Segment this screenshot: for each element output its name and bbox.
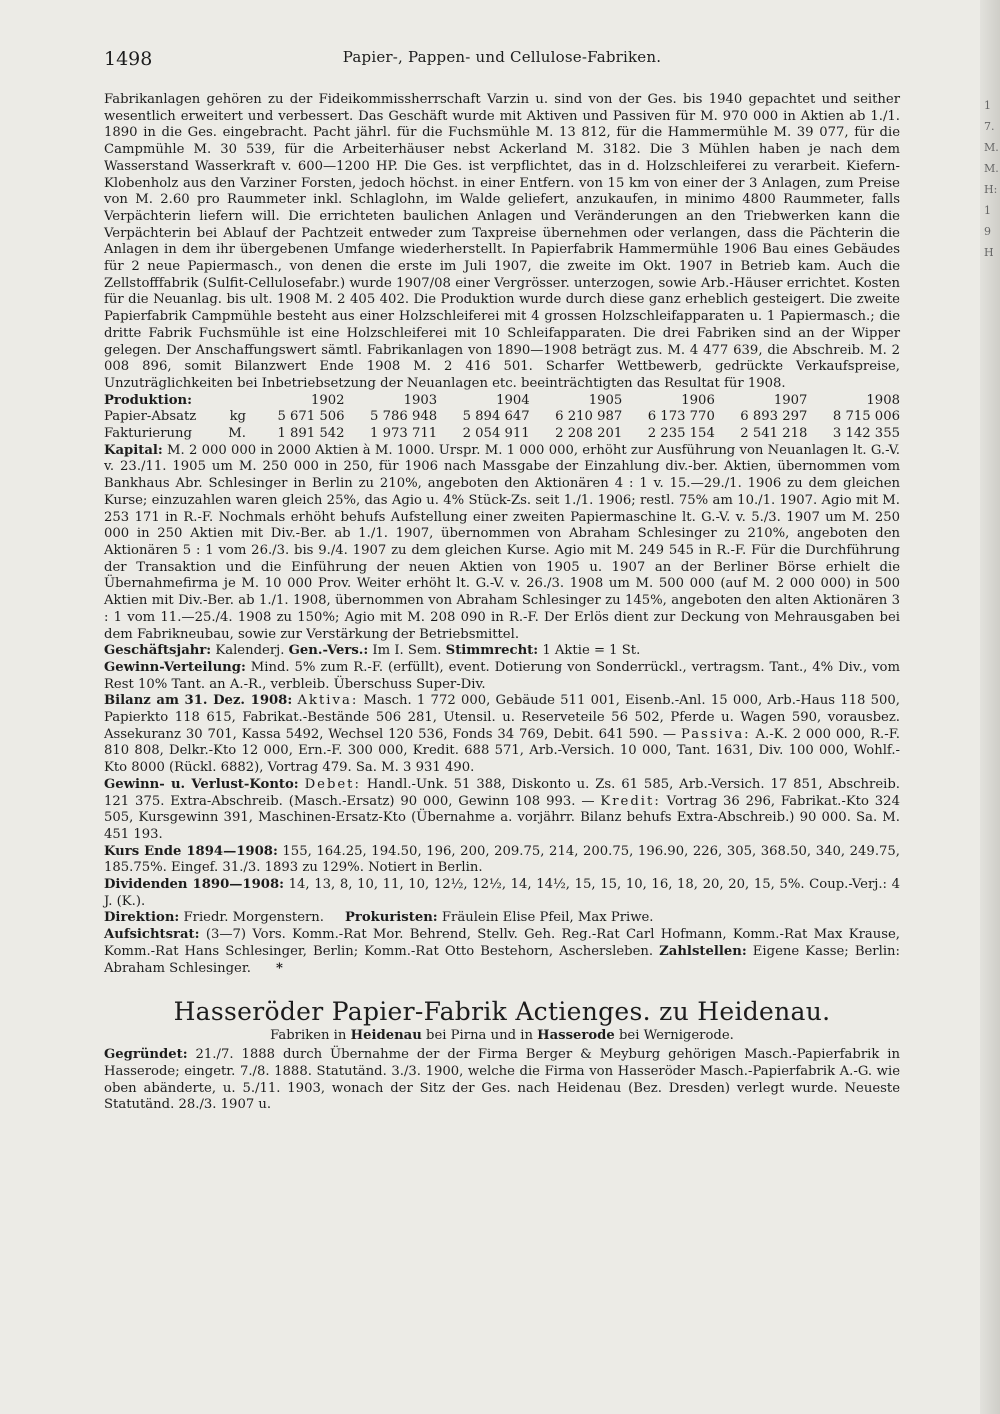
row-label: Fakturierung M. [104,426,252,443]
company-subtitle: Fabriken in Heidenau bei Pirna und in Hasserode bei Wernigerode. [270,1028,734,1044]
row-label: Papier-Absatz kg [104,409,252,426]
dividenden-section: Dividenden 1890—1908: 14, 13, 8, 10, 11, 10, 12½, 12½, 14, 14½, 15, 15, 10, 16, 18, 20, 20, 15, 5%. Coup.-Verj.: 4 J. (K.). [104,877,900,909]
asterisk-mark: * [276,960,284,976]
value-cell: 1 891 542 [277,426,345,442]
value-cell: 6 210 987 [555,409,623,425]
value-cell: 5 786 948 [370,409,438,425]
gewinn-verteilung-section: Gewinn-Verteilung: Mind. 5% zum R.-F. (erfüllt), event. Dotierung von Sonderrückl., vertragsm. Tant., 4% Div., vom Rest 10% Tant. an A.-R., verbleib. Überschuss Super-Div. [104,659,900,692]
aufsichtsrat-section: Aufsichtsrat: (3—7) Vors. Komm.-Rat Mor. Behrend, Stellv. Geh. Reg.-Rat Carl Hofmann, Komm.-Rat Max Krause, Komm.-Rat Hans Schlesinger, Berlin; Komm.-Rat Otto Bestehorn, Aschersleben. Zahlstellen: Eigene Kasse; Berlin: Abraham Schlesinger. * [104,927,900,976]
value-cell: 8 715 006 [832,409,900,425]
year-cell: 1906 [681,392,715,408]
year-cell: 1904 [496,392,530,408]
page-header [104,48,900,74]
kapital-label: Kapital: [104,442,163,458]
value-cell: 3 142 355 [832,426,900,442]
year-cell: 1903 [403,392,438,408]
production-label: Produktion: [104,392,192,408]
bilanz-section: Bilanz am 31. Dez. 1908: Aktiva: Masch. 1 772 000, Gebäude 511 001, Eisenb.-Anl. 15 000, Arb.-Haus 118 500, Papierkto 118 615, Fabrikat.-Bestände 506 281, Utensil. u. Reserveteile 56 502, Pferde u. Wagen 590, vorausbez. Assekuranz 30 701, Kassa 5492, Wechsel 120 536, Fonds 34 769, Debit. 641 590. — Passiva: A.-K. 2 000 000, R.-F. 810 808, Delkr.-Kto 12 000, Ern.-F. 300 000, Kredit. 688 571, Arb.-Versich. 10 000, Tant. 1631, Div. 100 000, Wohlf.-Kto 8000 (Rückl. 6882), Vortrag 479. Sa. M. 3 931 490. [104,693,900,776]
year-cell: 1902 [311,392,345,408]
page-number: 1498 [104,48,153,70]
intro-paragraph: Fabrikanlagen gehören zu der Fideikommissherrschaft Varzin u. sind von der Ges. bis 1940 gepachtet und seither wesentlich erweitert und verbessert. Das Geschäft wurde mit Aktiven und Passiven für M. 970 000 in Aktien ab 1./1. 1890 in die Ges. eingebracht. Pacht jährl. für die Fuchsmühle M. 13 812, für die Hammermühle M. 39 077, für die Campmühle M. 30 539, für die Arbeiterhäuser nebst Ackerland M. 3182. Die 3 Mühlen haben je nach dem Wasserstand Wasserkraft v. 600—1200 HP. Die Ges. ist verpflichtet, das in d. Holzschleiferei zu verarbeit. Kiefern-Klobenholz aus den Varziner Forsten, jedoch höchst. in einer Entfern. von 15 km von einer der 3 Anlagen, zum Preise von M. 2.60 pro Raummeter inkl. Schlaglohn, im Walde geliefert, anzukaufen, in minimo 4800 Raummeter, falls Verpächterin liefern will. Die errichteten baulichen Anlagen und Veränderungen an den Triebwerken kann die Verpächterin bei Ablauf der Pachtzeit entweder zum Taxpreise übernehmen oder verlangen, dass die Pächterin die Anlagen in dem ihr übergebenen Umfange wiederherstellt. In Papierfabrik Hammermühle 1906 Bau eines Gebäudes für 2 neue Papiermasch., von denen die erste im Juli 1907, die zweite im Okt. 1907 in Betrieb kam. Auch die Zellstofffabrik (Sulfit-Cellulosefabr.) wurde 1907/08 einer Vergrösser. unterzogen, sowie Arb.-Häuser errichtet. Kosten für die Neuanlag. bis ult. 1908 M. 2 405 402. Die Produktion wurde durch diese ganz erheblich gesteigert. Die zweite Papierfabrik Campmühle besteht aus einer Holzschleiferei mit 4 grossen Holzschleifapparaten u. 1 Papiermasch.; die dritte Fabrik Fuchsmühle ist eine Holzschleiferei mit 10 Schleifapparaten. Die drei Fabriken sind an der Wipper gelegen. Der Anschaffungswert sämtl. Fabrikanlagen von 1890—1908 beträgt zus. M. 4 477 639, die Abschreib. M. 2 008 896, somit Bilanzwert Ende 1908 M. 2 416 501. Scharfer Wettbewerb, gedrückte Verkaufspreise, Unzuträglichkeiten bei Inbetriebsetzung der Neuanlagen etc. beeinträchtigten das Resultat für 1908. [104,92,900,391]
direktion-line: Direktion: Friedr. Morgenstern. Prokuristen: Fräulein Elise Pfeil, Max Priwe. [104,910,654,926]
gegruendet-section: Gegründet: 21./7. 1888 durch Übernahme der der Firma Berger & Meyburg gehörigen Masch.-Papierfabrik in Hasserode; eingetr. 7./8. 1888. Statutänd. 3./3. 1900, welche die Firma von Hasseröder Masch.-Papierfabrik A.-G. wie oben abänderte, u. 5./11. 1903, wonach der Sitz der Ges. nach Heidenau (Bez. Dresden) verlegt wurde. Neueste Statutänd. 28./3. 1907 u. [104,1047,900,1113]
year-cell: 1907 [773,392,808,408]
running-title: Papier-, Pappen- und Cellulose-Fabriken. [342,48,662,66]
value-cell: 6 893 297 [740,409,808,425]
company-heading: Hasseröder Papier-Fabrik Actienges. zu Heidenau. [173,997,831,1027]
year-cell: 1908 [866,392,900,408]
value-cell: 5 671 506 [277,409,345,425]
gewinn-verlust-section: Gewinn- u. Verlust-Konto: Debet: Handl.-Unk. 51 388, Diskonto u. Zs. 61 585, Arb.-Versich. 17 851, Abschreib. 121 375. Extra-Abschreib. (Masch.-Ersatz) 90 000, Gewinn 108 993. — Kredit: Vortrag 36 296, Fabrikat.-Kto 324 505, Kursgewinn 391, Maschinen-Ersatz-Kto (Übernahme a. vorjährr. Bilanz behufs Extra-Abschreib.) 90 000. Sa. M. 451 193. [104,776,900,842]
geschaeftsjahr-line: Geschäftsjahr: Kalenderj. Gen.-Vers.: Im I. Sem. Stimmrecht: 1 Aktie = 1 St. [104,643,641,659]
kapital-section: Kapital: M. 2 000 000 in 2000 Aktien à M. 1000. Urspr. M. 1 000 000, erhöht zur Ausführung von Neuanlagen lt. G.-V. v. 23./11. 1905 um M. 250 000 in 250, für 1906 nach Massgabe der Einzahlung div.-ber. Aktien, übernommen vom Bankhaus Abr. Schlesinger in Berlin zu 210%, angeboten den Aktionären 4 : 1 v. 15.—29./1. 1906 zu dem gleichen Kurse; einzuzahlen waren gleich 25%, das Agio u. 4% Stück-Zs. seit 1./1. 1906; restl. 75% am 10./1. 1907. Agio mit M. 253 171 in R.-F. Nochmals erhöht behufs Aufstellung einer zweiten Papiermaschine lt. G.-V. v. 5./3. 1907 um M. 250 000 in 250 Aktien mit Div.-Ber. ab 1./1. 1907, übernommen von Abraham Schlesinger zu 210%, angeboten den Aktionären 5 : 1 vom 26./3. bis 9./4. 1907 zu dem gleichen Kurse. Agio mit M. 249 545 in R.-F. Für die Durchführung der Transaktion und die Einführung der neuen Aktien von 1905 u. 1907 an der Berliner Börse erhielt die Übernahmefirma je M. 10 000 Prov. Weiter erhöht lt. G.-V. v. 26./3. 1908 um M. 500 000 (auf M. 2 000 000) in 500 Aktien mit Div.-Ber. ab 1./1. 1908, übernommen von Abraham Schlesinger zu 145%, angeboten den alten Aktionären 3 : 1 vom 11.—25./4. 1908 zu 150%; Agio mit M. 208 090 in R.-F. Der Erlös dient zur Deckung von Mehrausgaben bei dem Fabrikneubau, sowie zur Verstärkung der Betriebsmittel. [104,442,900,642]
page-body [104,92,900,1114]
value-cell: 2 208 201 [555,426,623,442]
row-unit: kg [229,409,246,425]
adjacent-page-edge [980,0,1000,1414]
row-unit: M. [228,426,246,442]
kurse-section: Kurs Ende 1894—1908: 155, 164.25, 194.50, 196, 200, 209.75, 214, 200.75, 196.90, 226, 305, 368.50, 340, 249.75, 185.75%. Eingef. 31./3. 1893 zu 129%. Notiert in Berlin. [104,843,900,876]
edge-text: 17. M. M. H: 19 H [984,99,999,259]
year-cell: 1905 [588,392,623,408]
production-table [104,393,900,443]
value-cell: 6 173 770 [647,409,715,425]
value-cell: 1 973 711 [370,426,438,442]
value-cell: 5 894 647 [462,409,530,425]
value-cell: 2 541 218 [740,426,808,442]
value-cell: 2 054 911 [462,426,530,442]
value-cell: 2 235 154 [647,426,715,442]
